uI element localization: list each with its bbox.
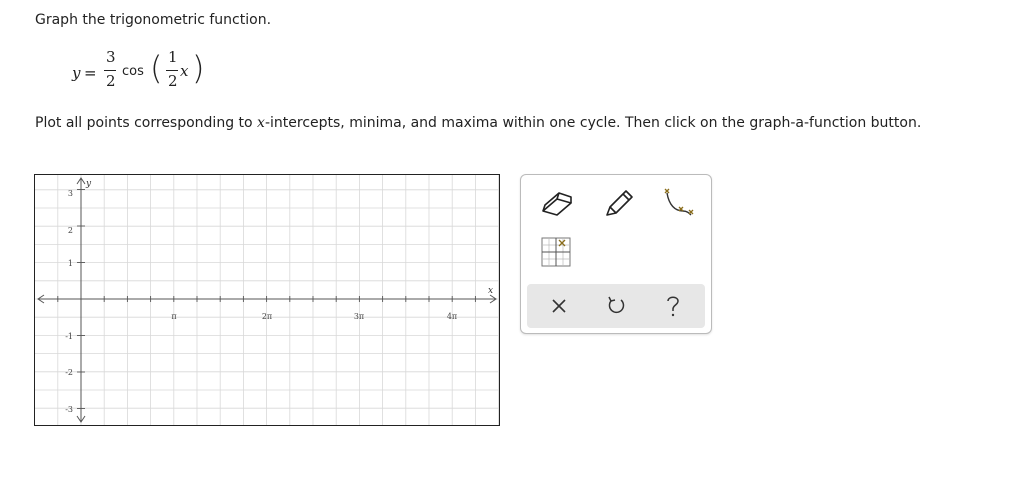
help-icon: [655, 290, 691, 322]
equation-equals: =: [84, 64, 97, 82]
y-tick-label-3: 3: [67, 189, 73, 198]
x-tick-label-4pi: 4π: [446, 312, 458, 321]
graph-a-function-button[interactable]: [537, 235, 577, 271]
clear-button[interactable]: [541, 290, 577, 322]
y-tick-label-neg2: -2: [65, 368, 73, 377]
y-tick-label-neg1: -1: [65, 332, 73, 341]
x-tick-label-3pi: 3π: [353, 312, 365, 321]
pencil-icon: [599, 185, 639, 221]
action-bar: [527, 284, 705, 328]
prompt-title: Graph the trigonometric function.: [35, 12, 272, 28]
x-axis-name: x: [488, 286, 494, 296]
equation: [72, 45, 222, 95]
y-tick-label-neg3: -3: [65, 405, 73, 414]
eraser-icon: [537, 185, 577, 221]
coefficient-numerator: 3: [106, 48, 116, 66]
coefficient-fraction-bar: [104, 70, 116, 71]
argument-denominator: 2: [168, 72, 178, 90]
equation-lhs: y: [72, 64, 81, 82]
argument-numerator: 1: [168, 48, 178, 66]
pencil-tool-button[interactable]: [599, 185, 639, 221]
graph-canvas[interactable]: [34, 174, 500, 426]
instruction-before: Plot all points corresponding to: [35, 115, 258, 131]
graphing-toolbar: [520, 174, 712, 334]
instruction-var: x: [257, 115, 265, 131]
y-tick-label-2: 2: [67, 226, 73, 235]
left-paren: (: [150, 49, 163, 87]
y-tick-label-1: 1: [67, 259, 73, 268]
close-icon: [541, 290, 577, 322]
argument-variable: x: [180, 62, 189, 80]
coefficient-denominator: 2: [106, 72, 116, 90]
argument-fraction-bar: [166, 70, 178, 71]
help-button[interactable]: [655, 290, 691, 322]
x-tick-label-pi: π: [171, 312, 177, 321]
sine-curve-tool-button[interactable]: [659, 185, 699, 221]
cos-function: cos: [122, 64, 144, 79]
undo-icon: [598, 290, 634, 322]
right-paren: ): [192, 49, 205, 87]
eraser-tool-button[interactable]: [537, 185, 577, 221]
sine-curve-icon: [659, 185, 699, 221]
y-axis-name: y: [86, 179, 92, 189]
graph-a-function-icon: [537, 235, 577, 271]
instruction-text: [35, 115, 921, 131]
undo-button[interactable]: [598, 290, 634, 322]
instruction-after: -intercepts, minima, and maxima within one cycle. Then click on the graph-a-function button.: [264, 115, 922, 131]
x-tick-label-2pi: 2π: [261, 312, 273, 321]
